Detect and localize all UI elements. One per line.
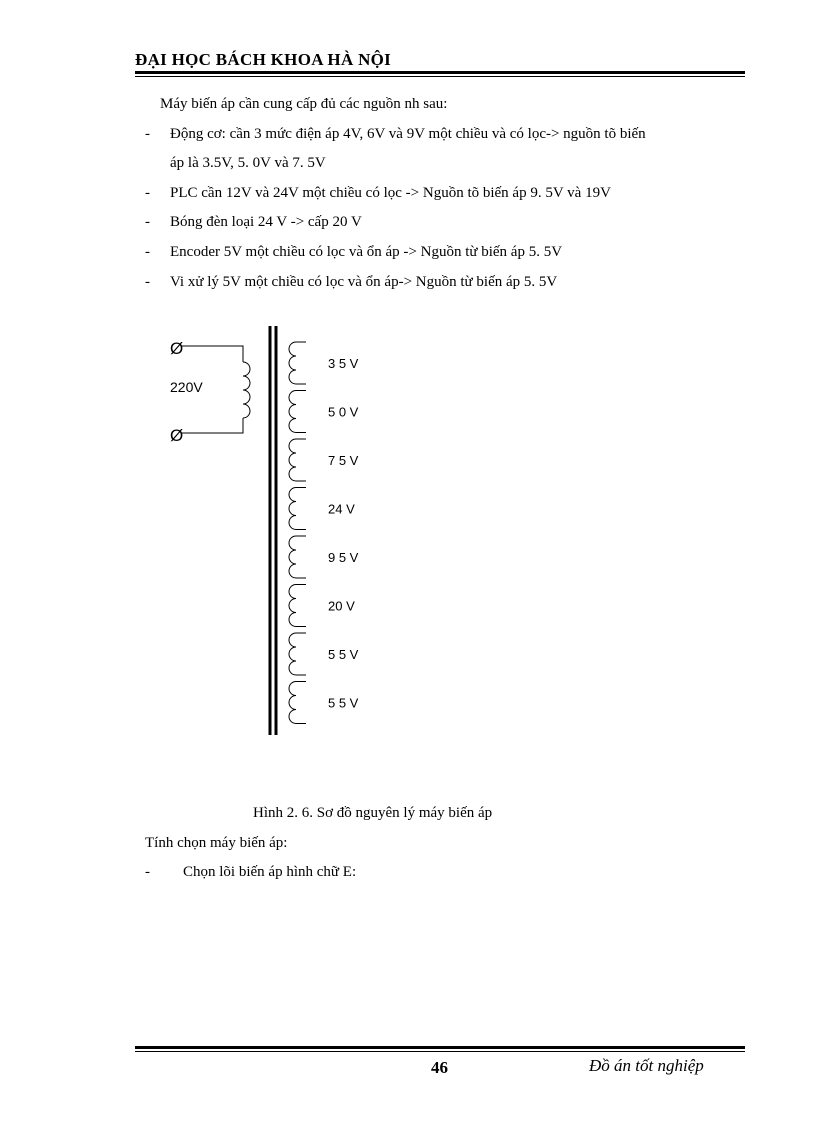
secondary-voltage-label: 9 5 V xyxy=(328,550,359,565)
primary-voltage-label: 220V xyxy=(170,379,203,395)
intro-text: Máy biến áp cần cung cấp đủ các nguồn nh sau: xyxy=(160,96,448,112)
primary-wire-bottom xyxy=(182,418,243,433)
secondary-coil xyxy=(289,682,306,724)
secondary-coil xyxy=(289,633,306,675)
secondary-voltage-label: 24 V xyxy=(328,501,355,517)
bullet-lamp: Bóng đèn loại 24 V -> cấp 20 V xyxy=(170,214,362,230)
bullet-dash: - xyxy=(145,185,150,201)
secondary-voltage-label: 7 5 V xyxy=(328,453,359,468)
page-number: 46 xyxy=(431,1058,448,1077)
secondary-windings xyxy=(289,342,359,724)
secondary-coil xyxy=(289,536,306,578)
footer-doc-title: Đồ án tốt nghiệp xyxy=(589,1056,704,1075)
bullet-dash: - xyxy=(145,244,150,260)
bullet-dash: - xyxy=(145,214,150,230)
primary-wire-top xyxy=(182,346,243,362)
secondary-coil xyxy=(289,585,306,627)
secondary-voltage-label: 3 5 V xyxy=(328,356,359,371)
bullet-motor-line1: Động cơ: cần 3 mức điện áp 4V, 6V và 9V một chiều và có lọc-> nguồn tõ biến xyxy=(170,126,646,142)
section-heading: Tính chọn máy biến áp: xyxy=(145,835,288,851)
item-dash: - xyxy=(145,864,150,880)
primary-coil xyxy=(243,362,250,418)
secondary-coil xyxy=(289,391,306,433)
header-title: ĐẠI HỌC BÁCH KHOA HÀ NỘI xyxy=(135,50,392,69)
section-item: Chọn lõi biến áp hình chữ E: xyxy=(183,864,357,880)
bullet-encoder: Encoder 5V một chiều có lọc và ổn áp -> Nguồn từ biến áp 5. 5V xyxy=(170,244,563,260)
secondary-coil xyxy=(289,488,306,530)
bullet-dash: - xyxy=(145,274,150,290)
figure-caption: Hình 2. 6. Sơ đồ nguyên lý máy biến áp xyxy=(253,805,493,821)
secondary-voltage-label: 5 5 V xyxy=(328,695,359,711)
bullet-plc: PLC cần 12V và 24V một chiều có lọc -> Nguồn tõ biến áp 9. 5V và 19V xyxy=(170,185,611,201)
secondary-voltage-label: 5 0 V xyxy=(328,404,359,420)
secondary-voltage-label: 5 5 V xyxy=(328,647,359,662)
secondary-coil xyxy=(289,439,306,481)
bullet-motor-line2: áp là 3.5V, 5. 0V và 7. 5V xyxy=(170,155,326,171)
terminal-bottom-symbol: Ø xyxy=(170,426,184,445)
bullet-dash: - xyxy=(145,126,150,142)
footer-rule xyxy=(135,1046,745,1049)
bullet-mcu: Vi xử lý 5V một chiều có lọc và ổn áp-> Nguồn từ biến áp 5. 5V xyxy=(170,274,558,290)
secondary-coil xyxy=(289,342,306,384)
terminal-top-symbol: Ø xyxy=(170,339,184,358)
footer-rule-thin xyxy=(135,1051,745,1052)
secondary-voltage-label: 20 V xyxy=(328,598,355,614)
